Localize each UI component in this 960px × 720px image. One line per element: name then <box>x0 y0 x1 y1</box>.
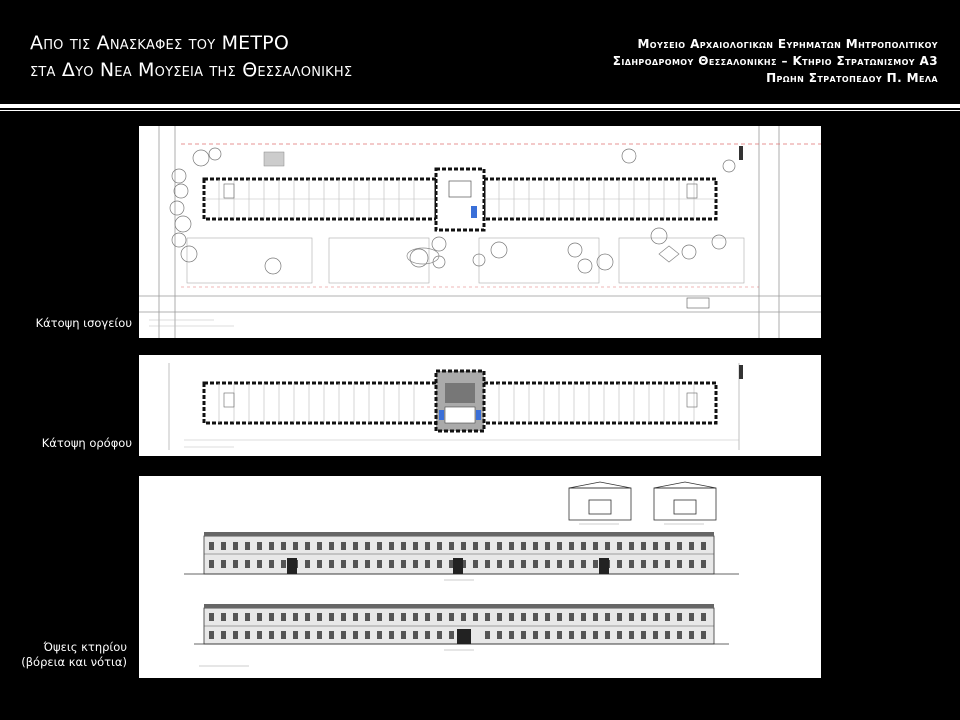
header-divider-thin <box>0 110 960 111</box>
header-divider-thick <box>0 104 960 108</box>
ground-floor-plan-caption: Κάτοψη ισογείου <box>35 316 132 330</box>
slide-title-line-1: Απο τις Ανασκαφες του ΜΕΤΡΟ <box>30 32 289 54</box>
elevations-panel <box>139 476 821 678</box>
building-elevations-drawing <box>139 476 821 678</box>
slide-title-line-2: στα Δυο Νεα Μουσεια της Θεσσαλονικης <box>30 59 353 81</box>
upper-floor-plan-panel <box>139 355 821 456</box>
ground-floor-plan-drawing <box>139 126 821 338</box>
upper-floor-plan-caption: Κάτοψη ορόφου <box>41 436 132 450</box>
museum-subtitle-line-1: Μουσειο Αρχαιολογικων Ευρηματων Μητροπολιτικου <box>637 37 938 51</box>
elevations-caption-line-1: Όψεις κτηρίου <box>43 640 127 654</box>
museum-subtitle-line-3: Πρωην Στρατοπεδου Π. Μελα <box>766 71 938 85</box>
museum-subtitle <box>613 36 938 87</box>
elevations-caption <box>21 640 127 670</box>
upper-floor-plan-drawing <box>139 355 821 456</box>
ground-floor-plan-panel <box>139 126 821 338</box>
elevations-caption-line-2: (βόρεια και νότια) <box>21 655 127 669</box>
museum-subtitle-line-2: Σιδηροδρομου Θεσσαλονικης – Κτηριο Στρατωνισμου Α3 <box>612 54 938 68</box>
slide-title <box>30 30 352 84</box>
